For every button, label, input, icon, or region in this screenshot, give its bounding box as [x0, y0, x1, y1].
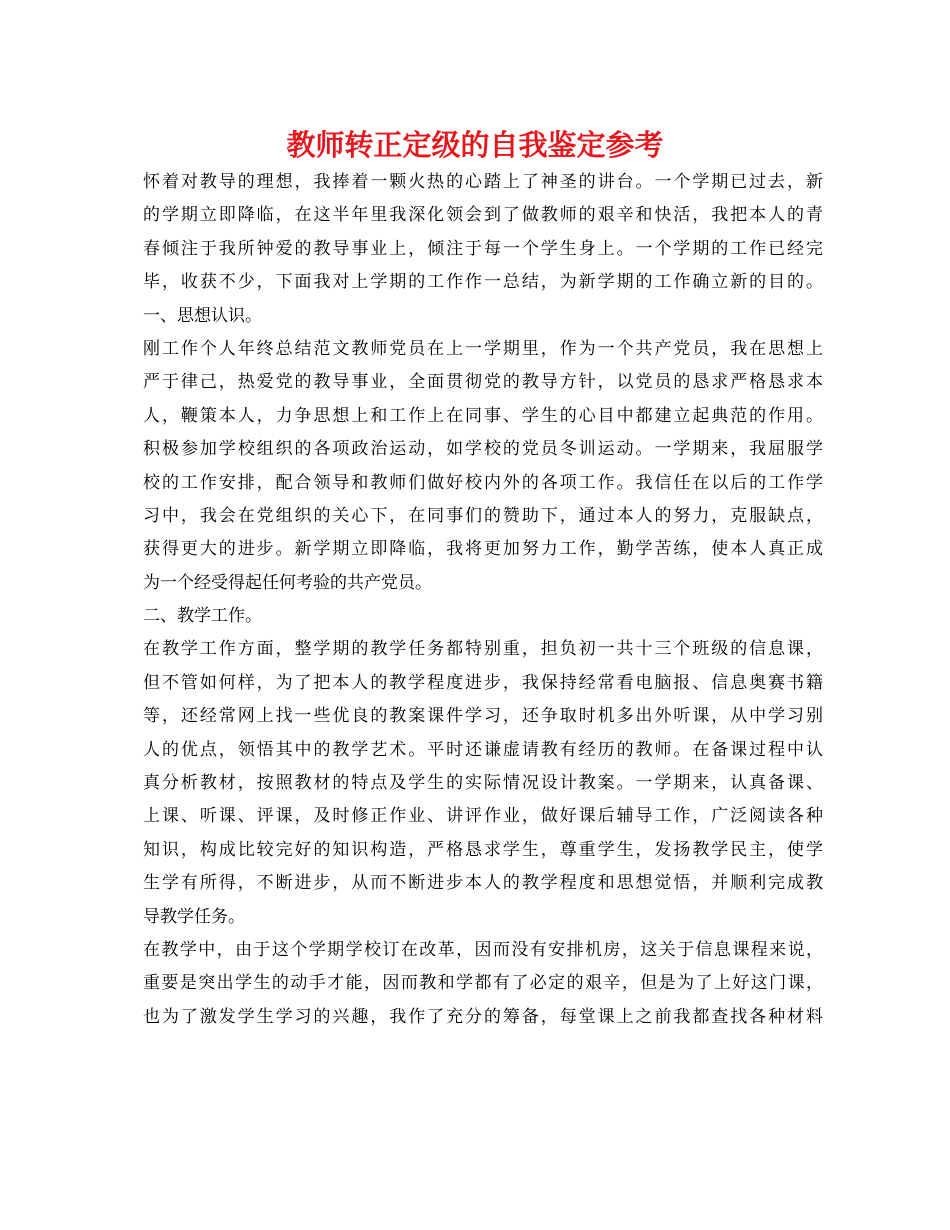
paragraph-line: 在教学中，由于这个学期学校订在改革，因而没有安排机房，这关于信息课程来说，: [143, 939, 823, 960]
paragraph-line: 人，鞭策本人，力争思想上和工作上在同事、学生的心目中都建立起典范的作用。: [143, 405, 823, 426]
paragraph-line: 怀着对教导的理想，我捧着一颗火热的心踏上了神圣的讲台。一个学期已过去，新: [143, 172, 823, 192]
paragraph-line: 毕，收获不少，下面我对上学期的工作作一总结，为新学期的工作确立新的目的。: [143, 272, 823, 293]
paragraph-line: 上课、听课、评课，及时修正作业、讲评作业，做好课后辅导工作，广泛阅读各种: [143, 806, 823, 827]
paragraph-line: 但不管如何样，为了把本人的教学程度进步，我保持经常看电脑报、信息奥赛书籍: [143, 672, 823, 693]
paragraph-line: 等，还经常网上找一些优良的教案课件学习，还争取时机多出外听课，从中学习别: [143, 706, 823, 727]
paragraph-line: 刚工作个人年终总结范文教师党员在上一学期里，作为一个共产党员，我在思想上: [143, 338, 823, 359]
section-heading: 二、教学工作。: [143, 606, 262, 627]
paragraph-line: 校的工作安排，配合领导和教师们做好校内外的各项工作。我信任在以后的工作学: [143, 472, 823, 493]
paragraph-line: 严于律己，热爱党的教导事业，全面贯彻党的教导方针，以党员的恳求严格恳求本: [143, 372, 823, 393]
paragraph-line: 习中，我会在党组织的关心下，在同事们的赞助下，通过本人的努力，克服缺点，: [143, 505, 823, 526]
paragraph-line: 的学期立即降临，在这半年里我深化领会到了做教师的艰辛和快活，我把本人的青: [143, 205, 823, 226]
paragraph-line: 知识，构成比较完好的知识构造，严格恳求学生，尊重学生，发扬教学民主，使学: [143, 839, 823, 860]
document-body: [143, 166, 823, 1034]
paragraph-line: 生学有所得，不断进步，从而不断进步本人的教学程度和思想觉悟，并顺利完成教: [143, 873, 823, 894]
paragraph-line: 在教学工作方面，整学期的教学任务都特别重，担负初一共十三个班级的信息课，: [143, 639, 823, 660]
paragraph-line: 为一个经受得起任何考验的共产党员。: [143, 572, 432, 593]
paragraph-line: 获得更大的进步。新学期立即降临，我将更加努力工作，勤学苦练，使本人真正成: [143, 539, 823, 560]
paragraph-line: 也为了激发学生学习的兴趣，我作了充分的筹备，每堂课上之前我都查找各种材料: [143, 1006, 823, 1027]
paragraph-line: 真分析教材，按照教材的特点及学生的实际情况设计教案。一学期来，认真备课、: [143, 773, 823, 794]
paragraph-line: 导教学任务。: [143, 906, 245, 927]
section-heading: 一、思想认识。: [143, 305, 262, 326]
paragraph-line: 人的优点，领悟其中的教学艺术。平时还谦虚请教有经历的教师。在备课过程中认: [143, 739, 823, 760]
paragraph-line: 积极参加学校组织的各项政治运动，如学校的党员冬训运动。一学期来，我屈服学: [143, 439, 823, 460]
paragraph-line: 春倾注于我所钟爱的教导事业上，倾注于每一个学生身上。一个学期的工作已经完: [143, 238, 823, 259]
paragraph-line: 重要是突出学生的动手才能，因而教和学都有了必定的艰辛，但是为了上好这门课，: [143, 973, 823, 994]
document-title: 教师转正定级的自我鉴定参考: [286, 128, 664, 162]
